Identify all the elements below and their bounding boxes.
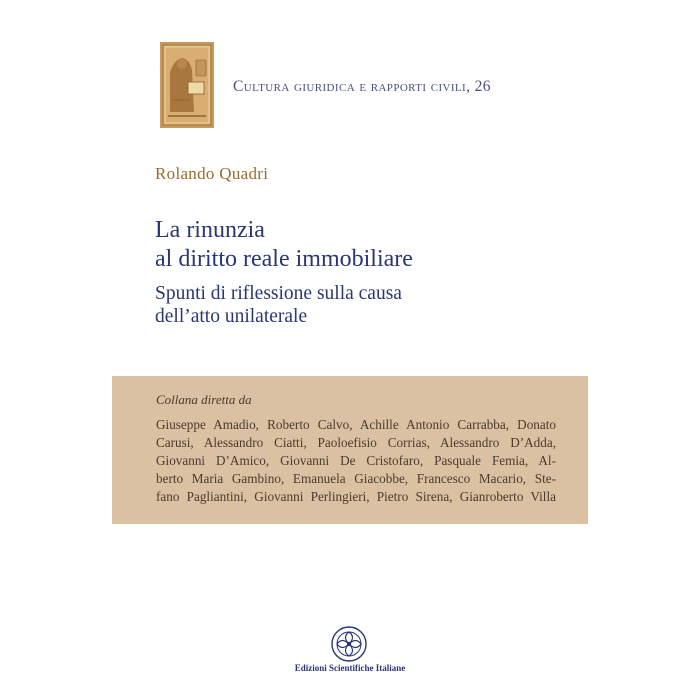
editorial-board-line: berto Maria Gambino, Emanuela Giacobbe, Francesco Macario, Ste- xyxy=(156,471,556,486)
book-title xyxy=(155,216,413,274)
book-subtitle-line-2: dell’atto unilaterale xyxy=(155,306,308,327)
publisher-logo-icon xyxy=(330,625,368,663)
book-title-line-2: al diritto reale immobiliare xyxy=(155,246,413,272)
book-subtitle-line-1: Spunti di riflessione sulla causa xyxy=(155,283,402,304)
series-illustration-image xyxy=(160,42,214,128)
editorial-board-box xyxy=(112,376,588,524)
editorial-board-label: Collana diretta da xyxy=(156,392,252,407)
editorial-board-names xyxy=(156,416,556,506)
editorial-board-line: Giovanni D’Amico, Giovanni De Cristofaro, Pasquale Femia, Al- xyxy=(156,453,556,468)
publisher-name: Edizioni Scientifiche Italiane xyxy=(294,663,406,673)
series-title: Cultura giuridica e rapporti civili, 26 xyxy=(233,78,491,95)
editorial-board-line: Giuseppe Amadio, Roberto Calvo, Achille Antonio Carrabba, Donato xyxy=(156,417,556,432)
editorial-board-line: fano Pagliantini, Giovanni Perlingieri, Pietro Sirena, Gianroberto Villa xyxy=(156,489,556,504)
book-subtitle xyxy=(155,282,402,328)
author-name: Rolando Quadri xyxy=(155,164,269,183)
book-title-line-1: La rinunzia xyxy=(155,217,265,243)
editorial-board-line: Carusi, Alessandro Ciatti, Paoloefisio Corrias, Alessandro D’Adda, xyxy=(156,435,556,450)
